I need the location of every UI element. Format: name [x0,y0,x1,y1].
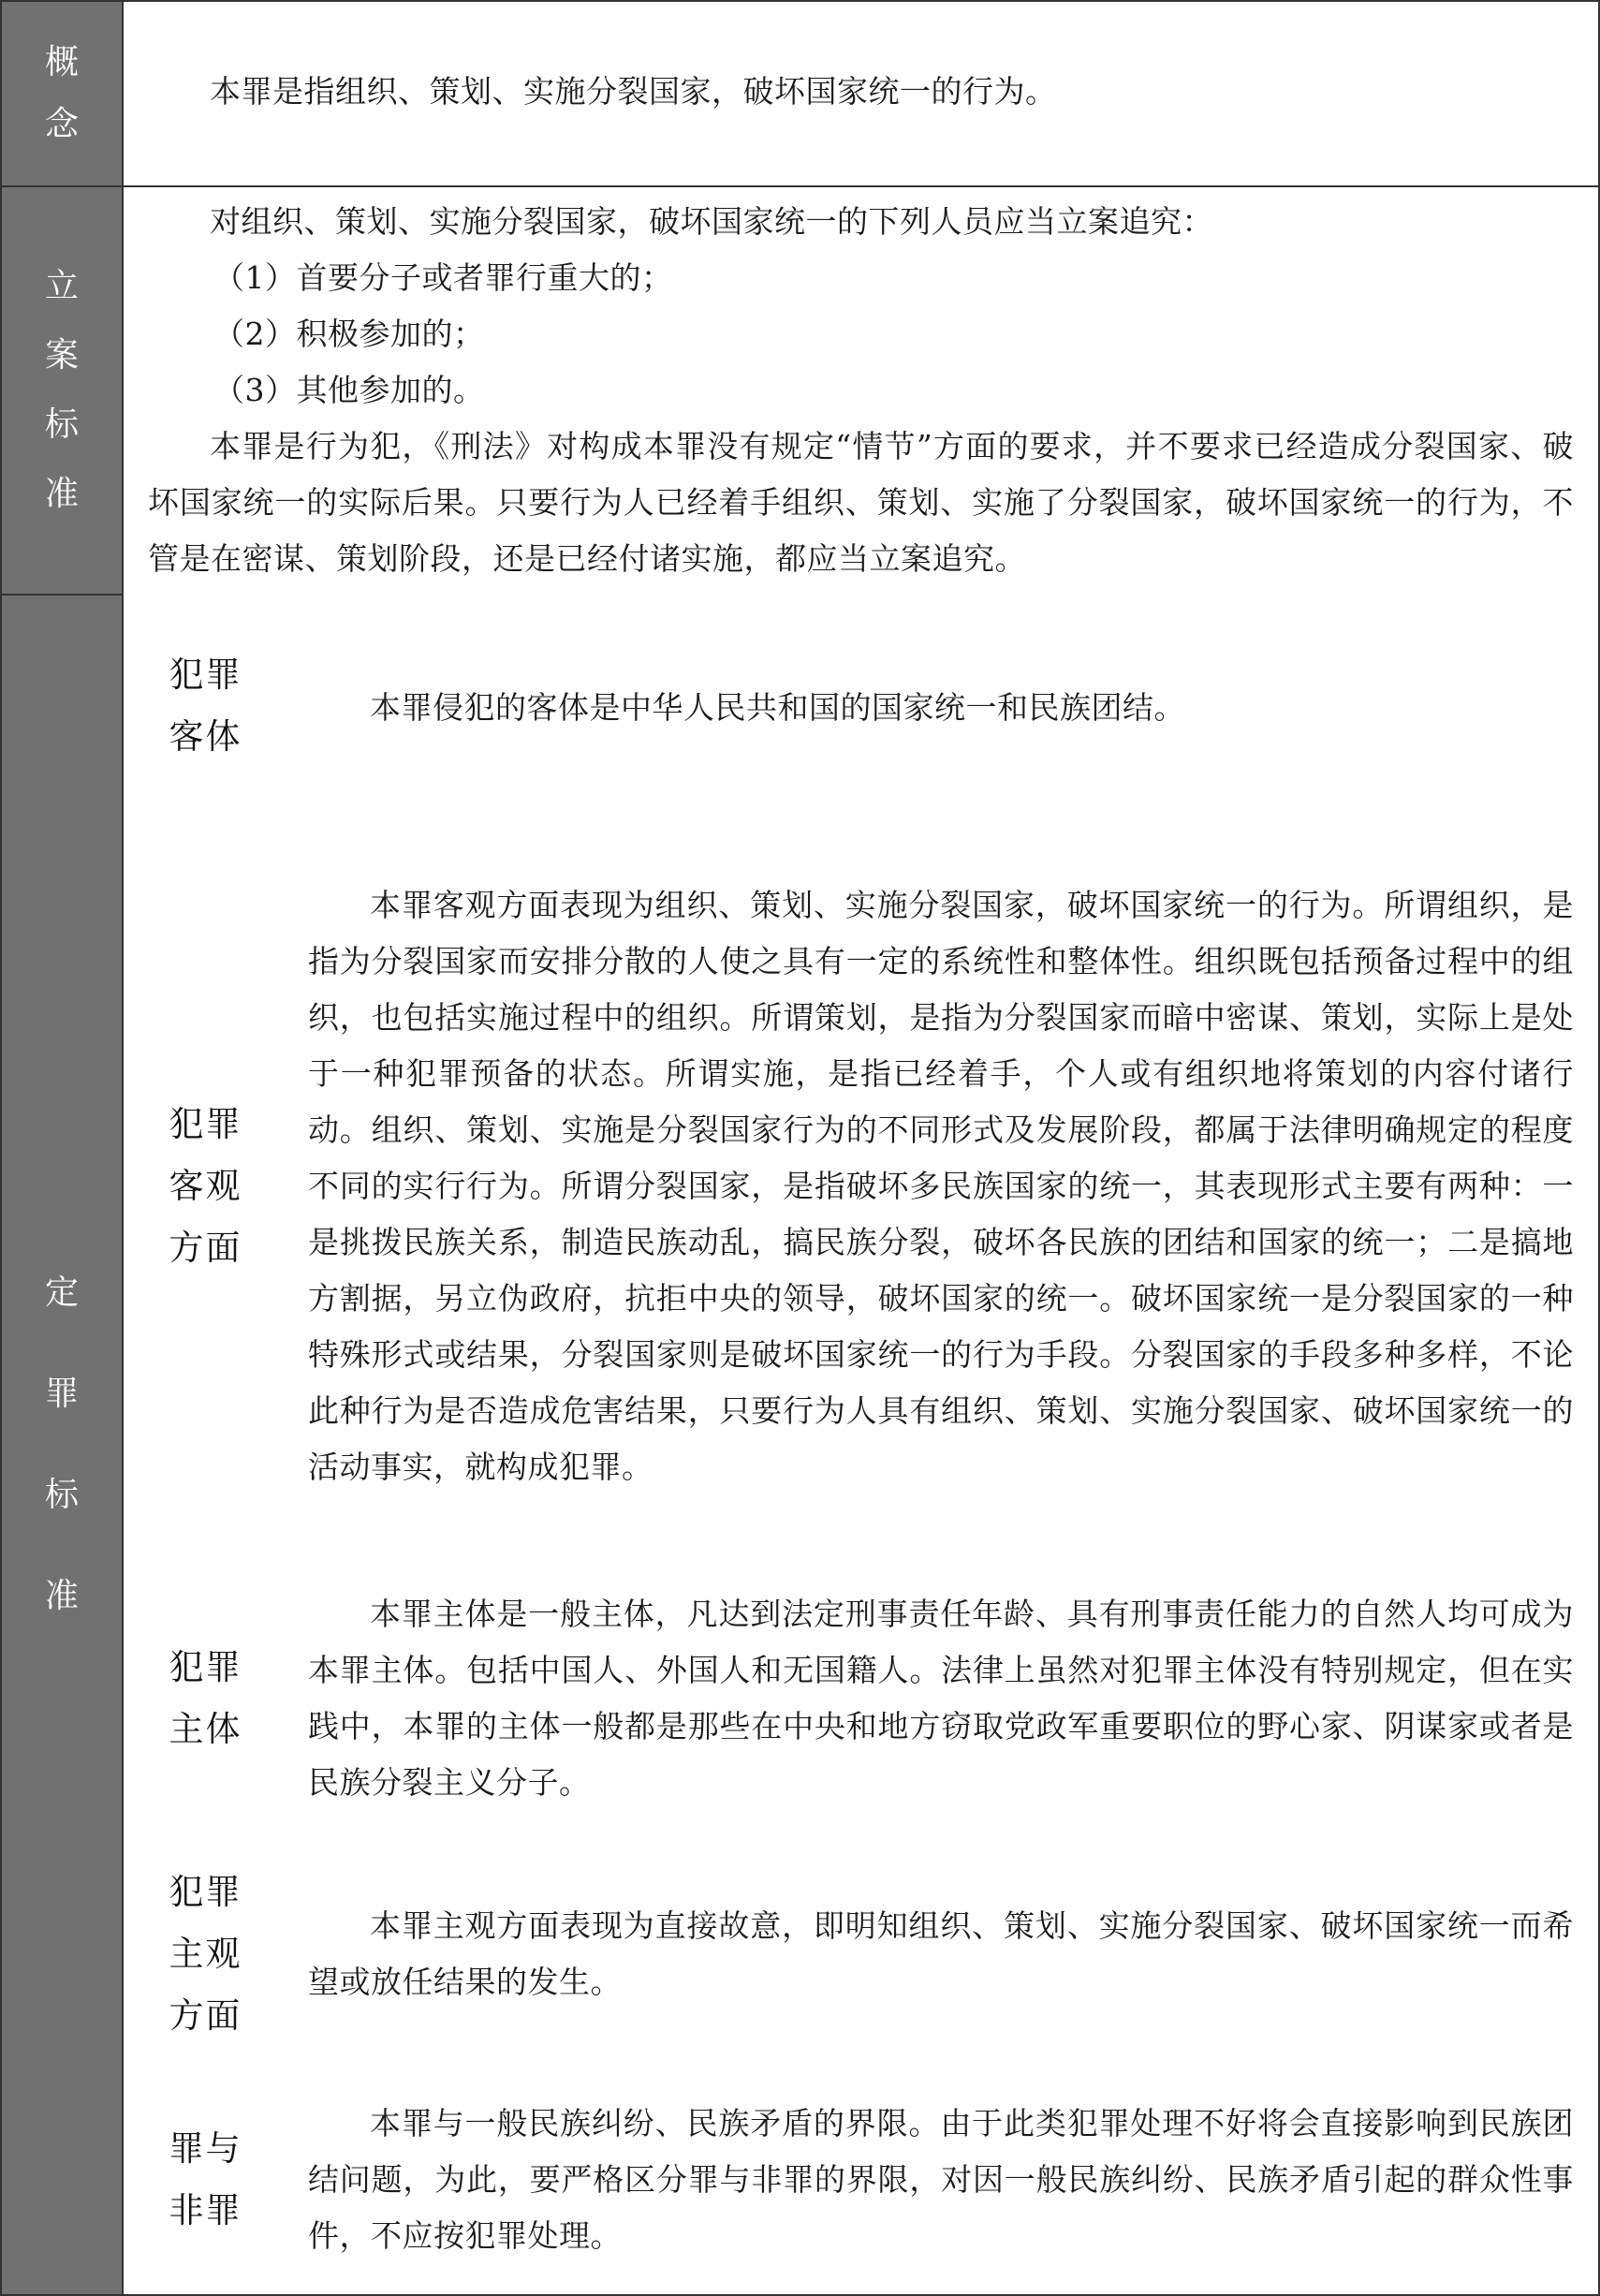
subjective-aspect-label [124,1843,289,2068]
conviction-standard-label-char: 准 [44,1577,79,1615]
filing-standard-label-char: 立 [44,267,79,305]
crime-vs-noncrime-content [287,2066,1600,2296]
crime-vs-noncrime-text: 本罪与一般民族纠纷、民族矛盾的界限。由于此类犯罪处理不好将会直接影响到民族团结问题，为此，要严格区分罪与非罪的界限，对因一般民族纠纷、民族矛盾引起的群众性事件，不应按犯罪处理。 [308,2105,1574,2254]
sub-label-line: 客观 [169,1166,242,1206]
sub-label-line: 非罪 [169,2190,242,2230]
filing-standard-label-char: 标 [44,405,79,444]
sub-label-line: 犯罪 [169,1647,242,1687]
subject-of-crime-label [124,1554,289,1845]
filing-standard-item: （1）首要分子或者罪行重大的； [213,259,673,296]
concept-label-char: 念 [44,105,79,143]
filing-standard-label-char: 准 [44,475,79,513]
objective-aspect-label [124,818,289,1556]
sub-label-line: 犯罪 [169,1104,242,1144]
concept-label-char: 概 [44,43,79,81]
sub-label-line: 方面 [169,1228,242,1268]
filing-standard-label-char: 案 [44,336,79,375]
sub-label-line: 客体 [169,716,242,757]
subject-of-crime-text: 本罪主体是一般主体，凡达到法定刑事责任年龄、具有刑事责任能力的自然人均可成为本罪主体。包括中国人、外国人和无国籍人。法律上虽然对犯罪主体没有特别规定，但在实践中，本罪的主体一般都是那些在中央和地方窃取党政军重要职位的野心家、阴谋家或者是民族分裂主义分子。 [308,1596,1574,1801]
concept-label [0,0,124,187]
filing-standard-label [0,185,124,596]
objective-aspect-text: 本罪客观方面表现为组织、策划、实施分裂国家，破坏国家统一的行为。所谓组织，是指为分裂国家而安排分散的人使之具有一定的系统性和整体性。组织既包括预备过程中的组织，也包括实施过程中的组织。所谓策划，是指为分裂国家而暗中密谋、策划，实际上是处于一种犯罪预备的状态。所谓实施，是指已经着手，个人或有组织地将策划的内容付诸行动。组织、策划、实施是分裂国家行为的不同形式及发展阶段，都属于法律明确规定的程度不同的实行行为。所谓分裂国家，是指破坏多民族国家的统一，其表现形式主要有两种：一是挑拨民族关系，制造民族动乱，搞民族分裂，破坏各民族的团结和国家的统一；二是搞地方割据，另立伪政府，抗拒中央的领导，破坏国家的统一。破坏国家统一是分裂国家的一种特殊形式或结果，分裂国家则是破坏国家统一的行为手段。分裂国家的手段多种多样，不论此种行为是否造成危害结果，只要行为人具有组织、策划、实施分裂国家、破坏国家统一的活动事实，就构成犯罪。 [308,887,1574,1485]
filing-standard-item: （3）其他参加的。 [213,372,485,408]
sub-label-line: 主观 [169,1934,242,1974]
conviction-standard-label-char: 定 [44,1273,79,1312]
filing-standard-item: （2）积极参加的； [213,316,485,352]
filing-standard-note: 本罪是行为犯，《刑法》对构成本罪没有规定“情节”方面的要求，并不要求已经造成分裂国家、破坏国家统一的实际后果。只要行为人已经着手组织、策划、实施了分裂国家，破坏国家统一的行为，不管是在密谋、策划阶段，还是已经付诸实施，都应当立案追究。 [148,428,1574,577]
concept-text: 本罪是指组织、策划、实施分裂国家，破坏国家统一的行为。 [210,73,1057,110]
subject-of-crime-content [287,1554,1600,1845]
sub-label-line: 罪与 [169,2128,242,2169]
conviction-standard-label-char: 罪 [44,1375,79,1413]
sub-label-line: 犯罪 [169,655,242,695]
sub-label-line: 主体 [169,1709,242,1749]
filing-standard-content [124,185,1600,596]
subjective-aspect-text: 本罪主观方面表现为直接故意，即明知组织、策划、实施分裂国家、破坏国家统一而希望或放任结果的发生。 [308,1907,1574,2000]
sub-label-line: 犯罪 [169,1872,242,1912]
object-of-crime-content [287,594,1600,820]
conviction-standard-label-char: 标 [44,1476,79,1514]
concept-content [124,0,1600,187]
conviction-standard-label [0,594,124,2296]
object-of-crime-label [124,594,289,820]
object-of-crime-text: 本罪侵犯的客体是中华人民共和国的国家统一和民族团结。 [370,689,1185,726]
sub-label-line: 方面 [169,1995,242,2036]
subjective-aspect-content [287,1843,1600,2068]
crime-vs-noncrime-label [124,2066,289,2296]
objective-aspect-content [287,818,1600,1556]
filing-standard-intro: 对组织、策划、实施分裂国家，破坏国家统一的下列人员应当立案追究： [210,203,1213,240]
